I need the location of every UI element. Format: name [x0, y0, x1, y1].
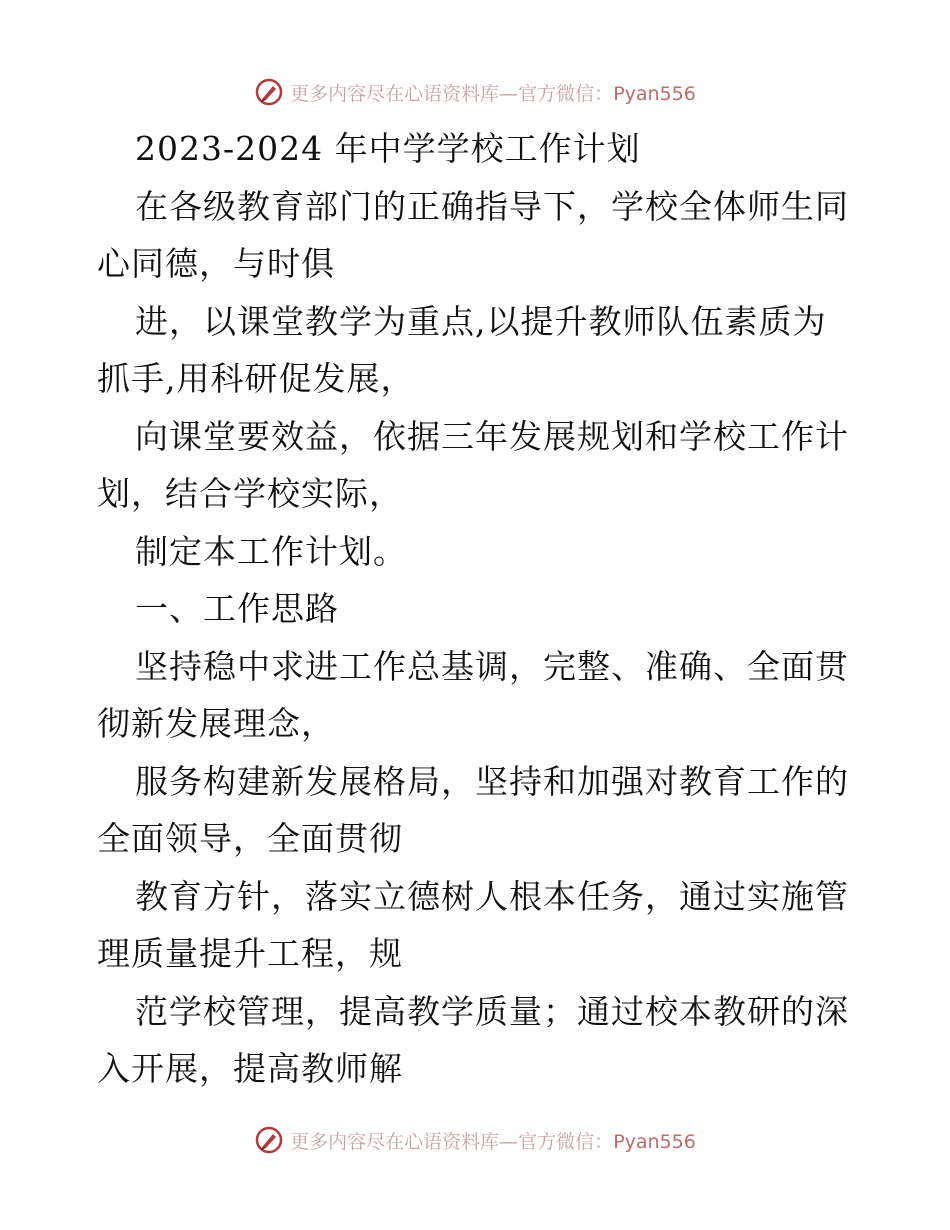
text-line: 彻新发展理念，: [97, 704, 335, 743]
text-line: 全面领导，全面贯彻: [97, 819, 403, 858]
section-heading: 一、工作思路: [135, 589, 339, 628]
pen-nib-logo-icon: [254, 77, 284, 107]
watermark-dash: —: [499, 1130, 519, 1153]
watermark-wechat-id: Pyan556: [613, 82, 696, 105]
watermark-wechat-label: 官方微信：: [518, 82, 614, 105]
text-line: 制定本工作计划。: [135, 531, 407, 571]
header-watermark: [0, 72, 950, 112]
text-line: 在各级教育部门的正确指导下，学校全体师生同: [135, 186, 849, 226]
text-line: 教育方针，落实立德树人根本任务，通过实施管: [135, 876, 849, 916]
text-line: 服务构建新发展格局，坚持和加强对教育工作的: [135, 761, 849, 801]
pen-nib-logo-icon: [254, 1125, 284, 1155]
text-line: 范学校管理，提高教学质量；通过校本教研的深: [135, 991, 849, 1031]
text-line: 心同德，与时俱: [97, 244, 335, 283]
watermark-site-text: 更多内容尽在心语资料库: [290, 82, 500, 105]
text-line: 进，以课堂教学为重点,以提升教师队伍素质为: [135, 301, 827, 341]
watermark-site-text: 更多内容尽在心语资料库: [290, 1130, 500, 1153]
document-body: [97, 120, 857, 1098]
footer-watermark: [0, 1120, 950, 1160]
text-line: 向课堂要效益，依据三年发展规划和学校工作计: [135, 416, 849, 456]
text-line: 抓手,用科研促发展，: [97, 359, 415, 398]
text-line: 坚持稳中求进工作总基调，完整、准确、全面贯: [135, 646, 849, 686]
watermark-wechat-label: 官方微信：: [518, 1130, 614, 1153]
watermark-dash: —: [499, 82, 519, 105]
text-line: 划，结合学校实际，: [97, 474, 403, 513]
watermark-wechat-id: Pyan556: [613, 1130, 696, 1153]
watermark-text: [290, 1127, 696, 1154]
document-title: 2023-2024 年中学学校工作计划: [135, 129, 641, 168]
text-line: 入开展，提高教师解: [97, 1049, 403, 1088]
watermark-text: [290, 79, 696, 106]
text-line: 理质量提升工程，规: [97, 934, 403, 973]
